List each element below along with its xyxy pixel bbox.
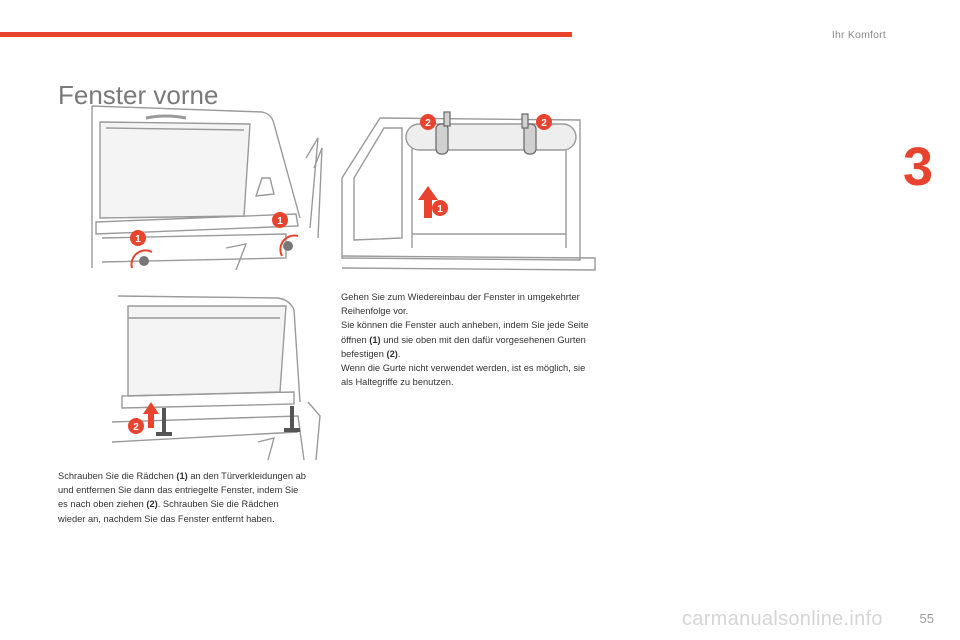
page-title: Fenster vorne [58,80,219,111]
paragraph-refit: Gehen Sie zum Wiedereinbau der Fenster in umgekehrter Reihenfolge vor. [341,292,580,317]
figure-window-removal [108,292,322,462]
text-fragment: und sie oben mit den dafür vorgesehenen Gurten befestigen [341,334,586,359]
marker-2-left: 2 [425,118,431,129]
instructions-removal [58,469,308,526]
paragraph-removal [58,469,308,526]
marker-1: 1 [437,204,443,215]
marker-1-left: 1 [135,234,141,245]
reference-2: (2) [386,348,398,359]
marker-2-right: 2 [541,118,547,129]
window-straps-illustration [340,108,597,274]
figure-door-thumbwheels [86,98,324,274]
page-number: 55 [919,611,934,626]
marker-2: 2 [133,422,139,433]
section-label: Ihr Komfort [831,29,886,41]
text-fragment: Sie können die Fenster auch anheben, indem Sie jede Seite öffnen [341,320,589,345]
accent-bar [0,32,572,37]
text-fragment: Schrauben Sie die Rädchen [58,471,177,481]
paragraph-raise [341,318,591,361]
instructions-refit [341,290,591,389]
chapter-number: 3 [903,137,934,197]
marker-1-right: 1 [277,216,283,227]
watermark: carmanualsonline.info [682,608,883,630]
window-removal-illustration [108,292,322,462]
text-fragment: an den Türverkleidungen ab und entfernen Sie dann das entriegelte Fenster, indem Sie es nach oben ziehen [58,471,306,510]
reference-1: (1) [369,334,381,345]
text-fragment: . Schrauben Sie die Rädchen wieder an, nachdem Sie das Fenster entfernt haben. [58,499,279,524]
reference-1: (1) [176,471,188,481]
door-thumbwheels-illustration [86,98,324,274]
paragraph-handles: Wenn die Gurte nicht verwendet werden, ist es möglich, sie als Haltegriffe zu benutzen. [341,363,586,388]
figure-window-straps [340,108,597,274]
text-fragment: . [397,348,401,359]
reference-2: (2) [146,499,158,510]
